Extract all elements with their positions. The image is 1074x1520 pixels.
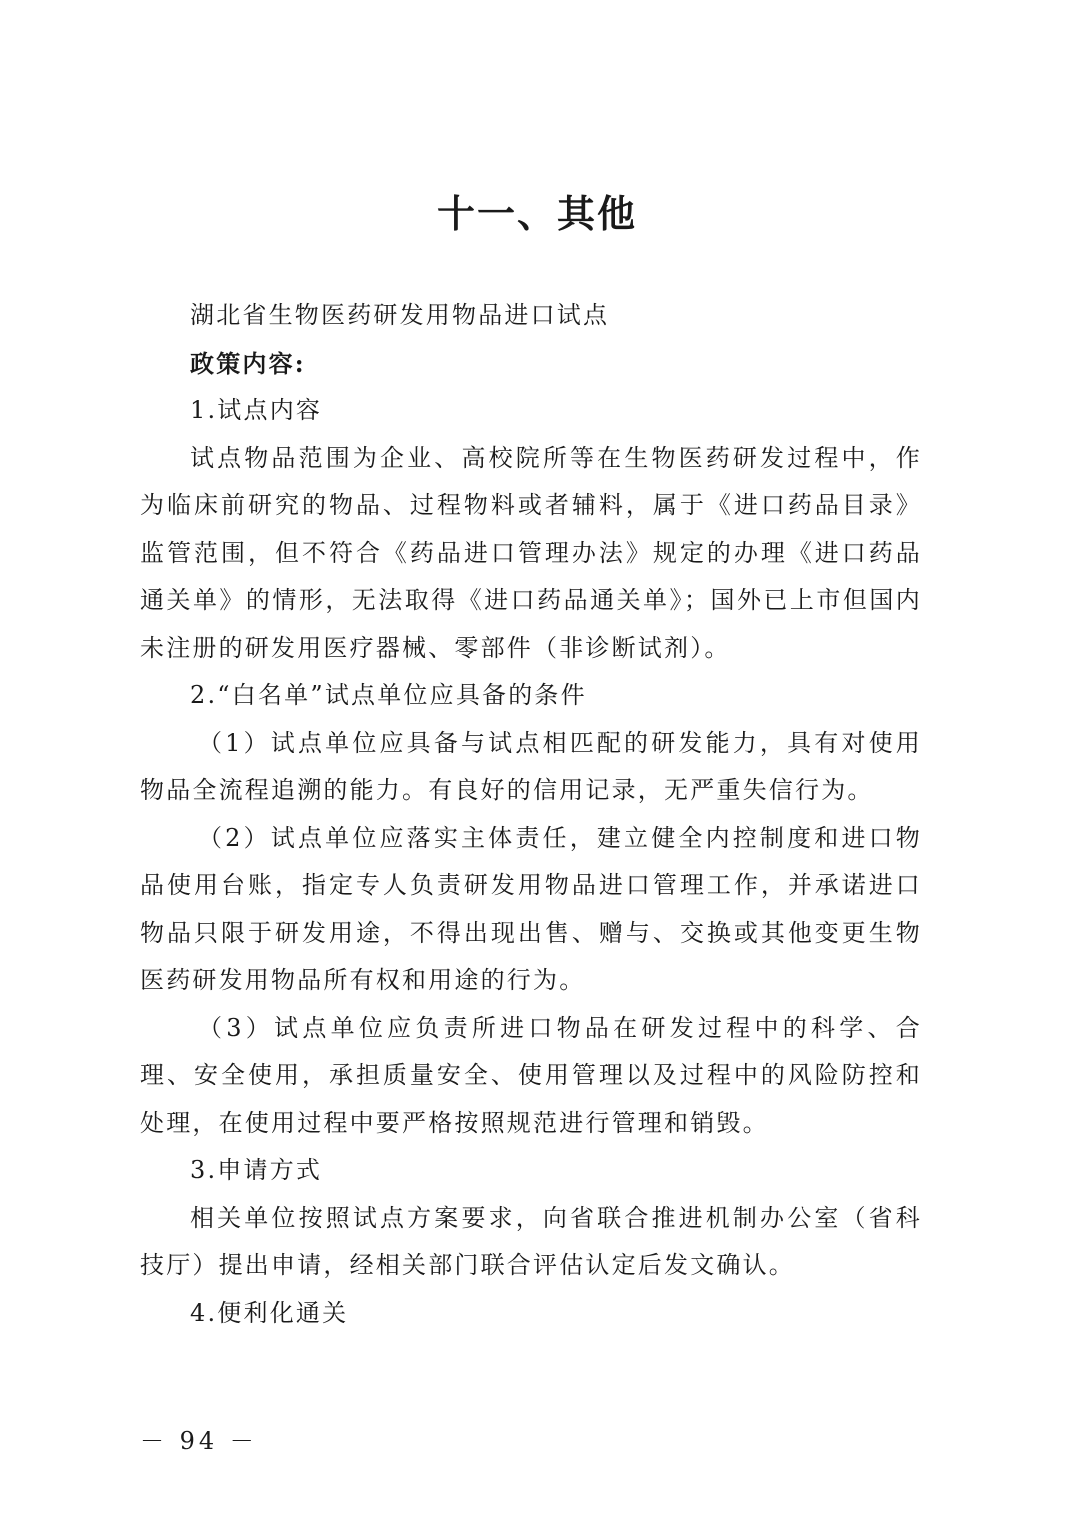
item-2-paragraph-2: （2）试点单位应落实主体责任，建立健全内控制度和进口物品使用台账，指定专人负责研发用物品进口管理工作，并承诺进口物品只限于研发用途，不得出现出售、赠与、交换或其他变更生物医药研发用物品所有权和用途的行为。 — [140, 823, 922, 994]
item-2-paragraph-1: （1）试点单位应具备与试点相匹配的研发能力，具有对使用物品全流程追溯的能力。有良好的信用记录，无严重失信行为。 — [140, 728, 922, 804]
section-heading: 政策内容: — [190, 348, 306, 378]
item-heading-1: 1.试点内容 — [190, 396, 323, 424]
item-2-paragraph-3: （3）试点单位应负责所进口物品在研发过程中的科学、合理、安全使用，承担质量安全、使用管理以及过程中的风险防控和处理，在使用过程中要严格按照规范进行管理和销毁。 — [140, 1013, 922, 1137]
item-1-paragraph: 试点物品范围为企业、高校院所等在生物医药研发过程中，作为临床前研究的物品、过程物料或者辅料，属于《进口药品目录》监管范围，但不符合《药品进口管理办法》规定的办理《进口药品通关单》的情形，无法取得《进口药品通关单》；国外已上市但国内未注册的研发用医疗器械、零部件（非诊断试剂）。 — [140, 443, 922, 662]
policy-name: 湖北省生物医药研发用物品进口试点 — [190, 301, 610, 329]
page-title: 十一、其他 — [436, 191, 637, 236]
item-heading-4: 4.便利化通关 — [190, 1298, 349, 1327]
item-heading-2: 2.“白名单”试点单位应具备的条件 — [190, 681, 587, 709]
item-heading-3: 3.申请方式 — [190, 1156, 323, 1184]
page-number: － 94 － — [140, 1427, 258, 1455]
item-3-paragraph: 相关单位按照试点方案要求，向省联合推进机制办公室（省科技厅）提出申请，经相关部门联合评估认定后发文确认。 — [140, 1203, 922, 1279]
document-body — [140, 292, 922, 1337]
